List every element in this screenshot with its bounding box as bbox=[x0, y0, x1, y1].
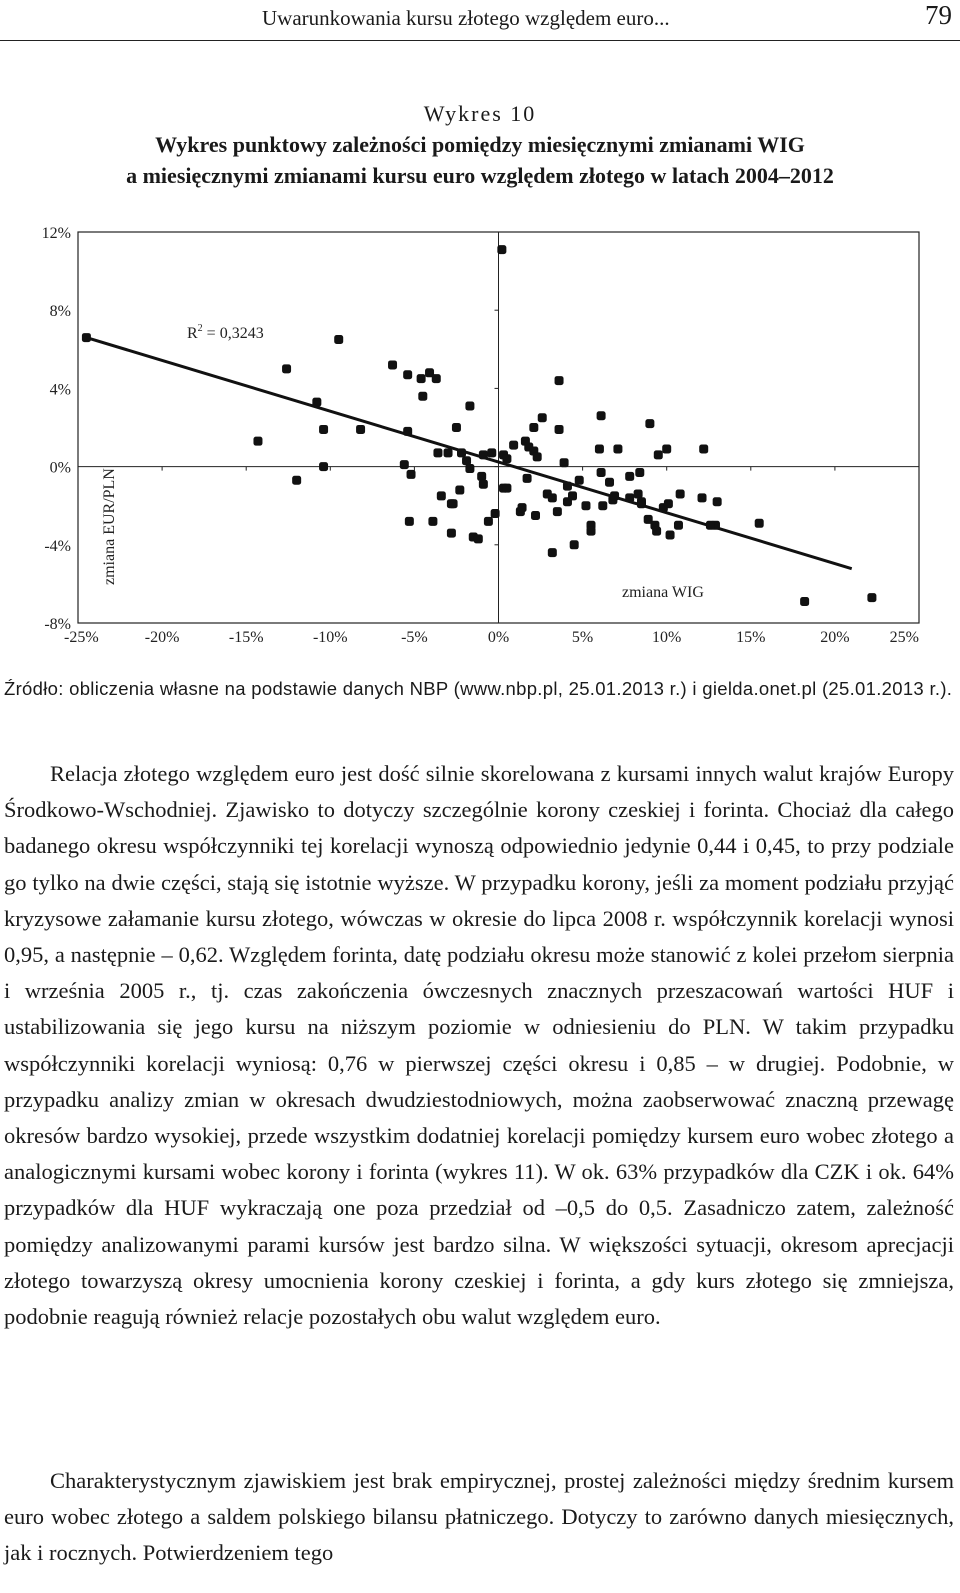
scatter-point bbox=[447, 499, 456, 508]
scatter-point bbox=[654, 450, 663, 459]
scatter-point bbox=[531, 511, 540, 520]
scatter-point bbox=[484, 517, 493, 526]
scatter-point bbox=[403, 427, 412, 436]
scatter-point bbox=[634, 489, 643, 498]
x-tick-label: 10% bbox=[652, 629, 682, 646]
running-title: Uwarunkowania kursu złotego względem euro... bbox=[262, 6, 670, 30]
y-tick-label: -8% bbox=[44, 616, 71, 633]
scatter-point bbox=[706, 521, 715, 530]
scatter-point bbox=[388, 360, 397, 369]
scatter-point bbox=[509, 441, 518, 450]
scatter-point bbox=[581, 501, 590, 510]
scatter-chart bbox=[0, 200, 960, 650]
figure-label: Wykres 10 bbox=[423, 101, 537, 126]
scatter-point bbox=[477, 472, 486, 481]
scatter-point bbox=[867, 593, 876, 602]
scatter-point bbox=[575, 476, 584, 485]
scatter-point bbox=[613, 445, 622, 454]
scatter-point bbox=[452, 423, 461, 432]
scatter-point bbox=[82, 333, 91, 342]
scatter-point bbox=[637, 499, 646, 508]
scatter-point bbox=[533, 452, 542, 461]
x-tick-label: 15% bbox=[736, 629, 766, 646]
scatter-point bbox=[457, 448, 466, 457]
y-tick-label: 8% bbox=[49, 303, 71, 321]
scatter-point bbox=[462, 456, 471, 465]
scatter-point bbox=[568, 491, 577, 500]
scatter-point bbox=[645, 419, 654, 428]
scatter-point bbox=[474, 534, 483, 543]
scatter-point bbox=[698, 493, 707, 502]
scatter-point bbox=[465, 401, 474, 410]
scatter-point bbox=[405, 517, 414, 526]
scatter-point bbox=[538, 413, 547, 422]
y-axis-label: zmiana EUR/PLN bbox=[101, 468, 118, 585]
x-tick-label: 5% bbox=[571, 629, 594, 646]
x-tick-labels bbox=[64, 629, 919, 646]
scatter-point bbox=[555, 376, 564, 385]
y-tick-label: 4% bbox=[49, 381, 71, 399]
scatter-point bbox=[502, 484, 511, 493]
scatter-point bbox=[417, 374, 426, 383]
x-tick-label: 25% bbox=[889, 629, 919, 646]
figure-title-line2: a miesięcznymi zmianami kursu euro względem złotego w latach 2004–2012 bbox=[126, 163, 834, 188]
scatter-point bbox=[523, 474, 532, 483]
scatter-point bbox=[433, 448, 442, 457]
running-header bbox=[0, 0, 960, 41]
figure-source: Źródło: obliczenia własne na podstawie danych NBP (www.nbp.pl, 25.01.2013 r.) i gielda.onet.pl (25.01.2013 r.). bbox=[4, 678, 953, 699]
scatter-point bbox=[699, 445, 708, 454]
scatter-point bbox=[497, 245, 506, 254]
scatter-point bbox=[334, 335, 343, 344]
scatter-point bbox=[432, 374, 441, 383]
scatter-point bbox=[555, 425, 564, 434]
page-number: 79 bbox=[925, 0, 952, 30]
scatter-point bbox=[610, 491, 619, 500]
scatter-point bbox=[605, 478, 614, 487]
y-tick-label: -4% bbox=[44, 537, 71, 555]
body-paragraph: Charakterystycznym zjawiskiem jest brak empirycznej, prostej zależności między średnim kursem euro wobec złotego a saldem polskiego bilansu płatniczego. Dotyczy to zarówno danych miesięcznych, jak i rocznych. Potwierdzeniem tego bbox=[4, 1468, 954, 1566]
scatter-point bbox=[674, 521, 683, 530]
body-paragraph: Relacja złotego względem euro jest dość silnie skorelowana z kursami innych walut krajów Europy Środkowo-Wschodniej. Zjawisko to dotyczy szczególnie korony czeskiej i forinta. Chociaż dla całego badanego okresu współczynniki tej korelacji wynoszą odpowiednio jedynie 0,44 i 0,45, to przy podziale go tylko na dwie części, stają się istotnie wyższe. W przypadku korony, jeśli za moment podziału przyjąć kryzysowe załamanie kursu złotego, wówczas w okresie do lipca 2008 r. współczynnik korelacji wynosi 0,95, a następnie – 0,62. Względem forinta, datę podziału okresu może stanowić z kolei przełom sierpnia i września 2005 r., tj. czas zakończenia ówczesnych znacznych przeszacowań wartości HUF i ustabilizowania się jego kursu na niższym poziomie w odniesieniu do PLN. W takim przypadku współczynniki korelacji wyniosą: 0,76 w pierwszej części okresu i 0,85 – w drugiej. Podobnie, w przypadku analizy zmian w okresach dwudziestodniowych, można zaobserwować znaczną przewagę okresów bardzo wysokiej, przede wszystkim dodatniej korelacji pomiędzy kursem euro wobec złotego a analogicznymi kursami wobec korony i forinta (wykres 11). W ok. 63% przypadków dla CZK i ok. 64% przypadków dla HUF wykraczają one poza przedział od –0,5 do 0,5. Zasadniczo zatem, zależność pomiędzy analizowanymi parami kursów jest bardzo silna. W większości sytuacji, okresom aprecjacji złotego towarzyszą okresy umocnienia korony czeskiej i forinta, a gdy kurs złotego się zmniejsza, podobnie reagują również relacje pozostałych obu walut względem euro. bbox=[4, 761, 954, 1330]
scatter-point bbox=[444, 448, 453, 457]
scatter-point bbox=[403, 370, 412, 379]
x-tick-label: 0% bbox=[487, 629, 510, 646]
y-tick-labels bbox=[42, 225, 71, 633]
scatter-point bbox=[407, 470, 416, 479]
scatter-point bbox=[560, 458, 569, 467]
scatter-point bbox=[548, 493, 557, 502]
data-points bbox=[82, 245, 876, 606]
scatter-point bbox=[479, 480, 488, 489]
x-tick-label: -10% bbox=[312, 629, 348, 646]
scatter-point bbox=[455, 486, 464, 495]
scatter-point bbox=[755, 519, 764, 528]
figure-title-line1: Wykres punktowy zależności pomiędzy miesięcznymi zmianami WIG bbox=[155, 132, 805, 157]
x-tick-label: 20% bbox=[820, 629, 850, 646]
scatter-point bbox=[487, 448, 496, 457]
scatter-point bbox=[598, 501, 607, 510]
scatter-point bbox=[465, 464, 474, 473]
scatter-point bbox=[319, 425, 328, 434]
x-tick-label: -15% bbox=[228, 629, 264, 646]
scatter-point bbox=[676, 489, 685, 498]
scatter-point bbox=[418, 392, 427, 401]
scatter-point bbox=[529, 423, 538, 432]
scatter-point bbox=[597, 411, 606, 420]
scatter-point bbox=[800, 597, 809, 606]
x-tick-label: -25% bbox=[64, 629, 99, 646]
y-tick-label: 0% bbox=[49, 459, 71, 477]
scatter-point bbox=[548, 548, 557, 557]
scatter-point bbox=[479, 450, 488, 459]
scatter-point bbox=[625, 472, 634, 481]
scatter-point bbox=[319, 462, 328, 471]
x-axis-label: zmiana WIG bbox=[622, 584, 704, 601]
scatter-point bbox=[570, 540, 579, 549]
scatter-point bbox=[312, 398, 321, 407]
scatter-point bbox=[282, 364, 291, 373]
scatter-point bbox=[666, 531, 675, 540]
scatter-point bbox=[625, 493, 634, 502]
scatter-point bbox=[713, 497, 722, 506]
scatter-point bbox=[563, 482, 572, 491]
scatter-point bbox=[502, 454, 511, 463]
scatter-point bbox=[662, 445, 671, 454]
scatter-point bbox=[597, 468, 606, 477]
chart-axes bbox=[78, 232, 919, 623]
scatter-point bbox=[292, 476, 301, 485]
scatter-point bbox=[518, 503, 527, 512]
scatter-point bbox=[356, 425, 365, 434]
scatter-point bbox=[491, 509, 500, 518]
scatter-point bbox=[587, 527, 596, 536]
scatter-point bbox=[635, 468, 644, 477]
scatter-point bbox=[253, 437, 262, 446]
scatter-point bbox=[400, 460, 409, 469]
scatter-point bbox=[595, 445, 604, 454]
scatter-point bbox=[553, 507, 562, 516]
x-tick-label: -5% bbox=[401, 629, 428, 646]
y-tick-label: 12% bbox=[41, 225, 71, 242]
r-squared-annotation: $R^2 = 0,3243$ bbox=[187, 323, 264, 342]
scatter-point bbox=[664, 499, 673, 508]
scatter-point bbox=[437, 491, 446, 500]
scatter-point bbox=[652, 527, 661, 536]
scatter-point bbox=[428, 517, 437, 526]
scatter-point bbox=[447, 529, 456, 538]
x-tick-label: -20% bbox=[144, 629, 180, 646]
